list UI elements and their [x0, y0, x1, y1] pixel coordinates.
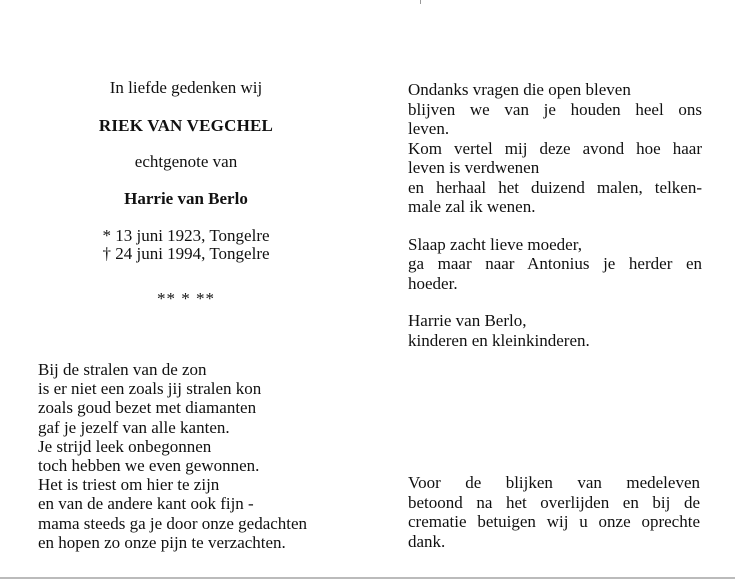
poem-line: toch hebben we even gewonnen.	[38, 456, 260, 476]
memorial-header	[40, 78, 332, 309]
verse-line: Kom vertel mij deze avond hoe haar	[408, 138, 702, 158]
poem-line: en van de andere kant ook fijn -	[38, 494, 254, 514]
poem-line: is er niet een zoals jij stralen kon	[38, 379, 262, 399]
separator-stars: ** * **	[157, 289, 215, 308]
verse-line: leven.	[408, 119, 450, 138]
verse-line: blijven we van je houden heel ons	[408, 99, 702, 119]
death-date: † 24 juni 1994, Tongelre	[102, 244, 270, 263]
poem-line: mama steeds ga je door onze gedachten	[38, 513, 308, 533]
deceased-name: RIEK VAN VEGCHEL	[98, 116, 274, 135]
spouse-name: Harrie van Berlo	[124, 189, 248, 208]
intro-text: In liefde gedenken wij	[109, 78, 263, 97]
signature-line: Harrie van Berlo,	[408, 311, 527, 330]
verse-line: Slaap zacht lieve moeder,	[408, 234, 582, 254]
thanks-line: Voor de blijken van medeleven	[408, 473, 700, 492]
thanks-line: crematie betuigen wij u onze oprechte	[408, 512, 700, 531]
fold-mark	[420, 0, 421, 4]
verse-line: en herhaal het duizend malen, telken-	[408, 177, 702, 197]
thanks-line: betoond na het overlijden en bij de	[408, 492, 700, 512]
poem-line: Je strijd leek onbegonnen	[38, 436, 212, 456]
poem-line: en hopen zo onze pijn te verzachten.	[38, 532, 286, 552]
poem-line: zoals goud bezet met diamanten	[38, 398, 257, 418]
signature-line: kinderen en kleinkinderen.	[408, 330, 590, 350]
spouse-label: echtgenote van	[134, 152, 238, 171]
verse-line: male zal ik wenen.	[408, 197, 536, 216]
verse-one	[408, 80, 702, 217]
right-column	[408, 80, 702, 350]
poem	[38, 360, 338, 552]
verse-two	[408, 235, 702, 294]
signature	[408, 311, 702, 350]
verse-line: ga maar naar Antonius je herder en	[408, 254, 702, 273]
poem-line: gaf je jezelf van alle kanten.	[38, 417, 230, 437]
verse-line: hoeder.	[408, 273, 458, 293]
poem-line: Het is triest om hier te zijn	[38, 475, 220, 495]
verse-line: Ondanks vragen die open bleven	[408, 80, 631, 99]
poem-line: Bij de stralen van de zon	[38, 360, 207, 379]
thanks-line: dank.	[408, 531, 446, 551]
verse-line: leven is verdwenen	[408, 158, 540, 177]
life-dates	[40, 227, 332, 263]
thanks-text	[408, 473, 700, 551]
birth-date: * 13 juni 1923, Tongelre	[102, 226, 270, 245]
